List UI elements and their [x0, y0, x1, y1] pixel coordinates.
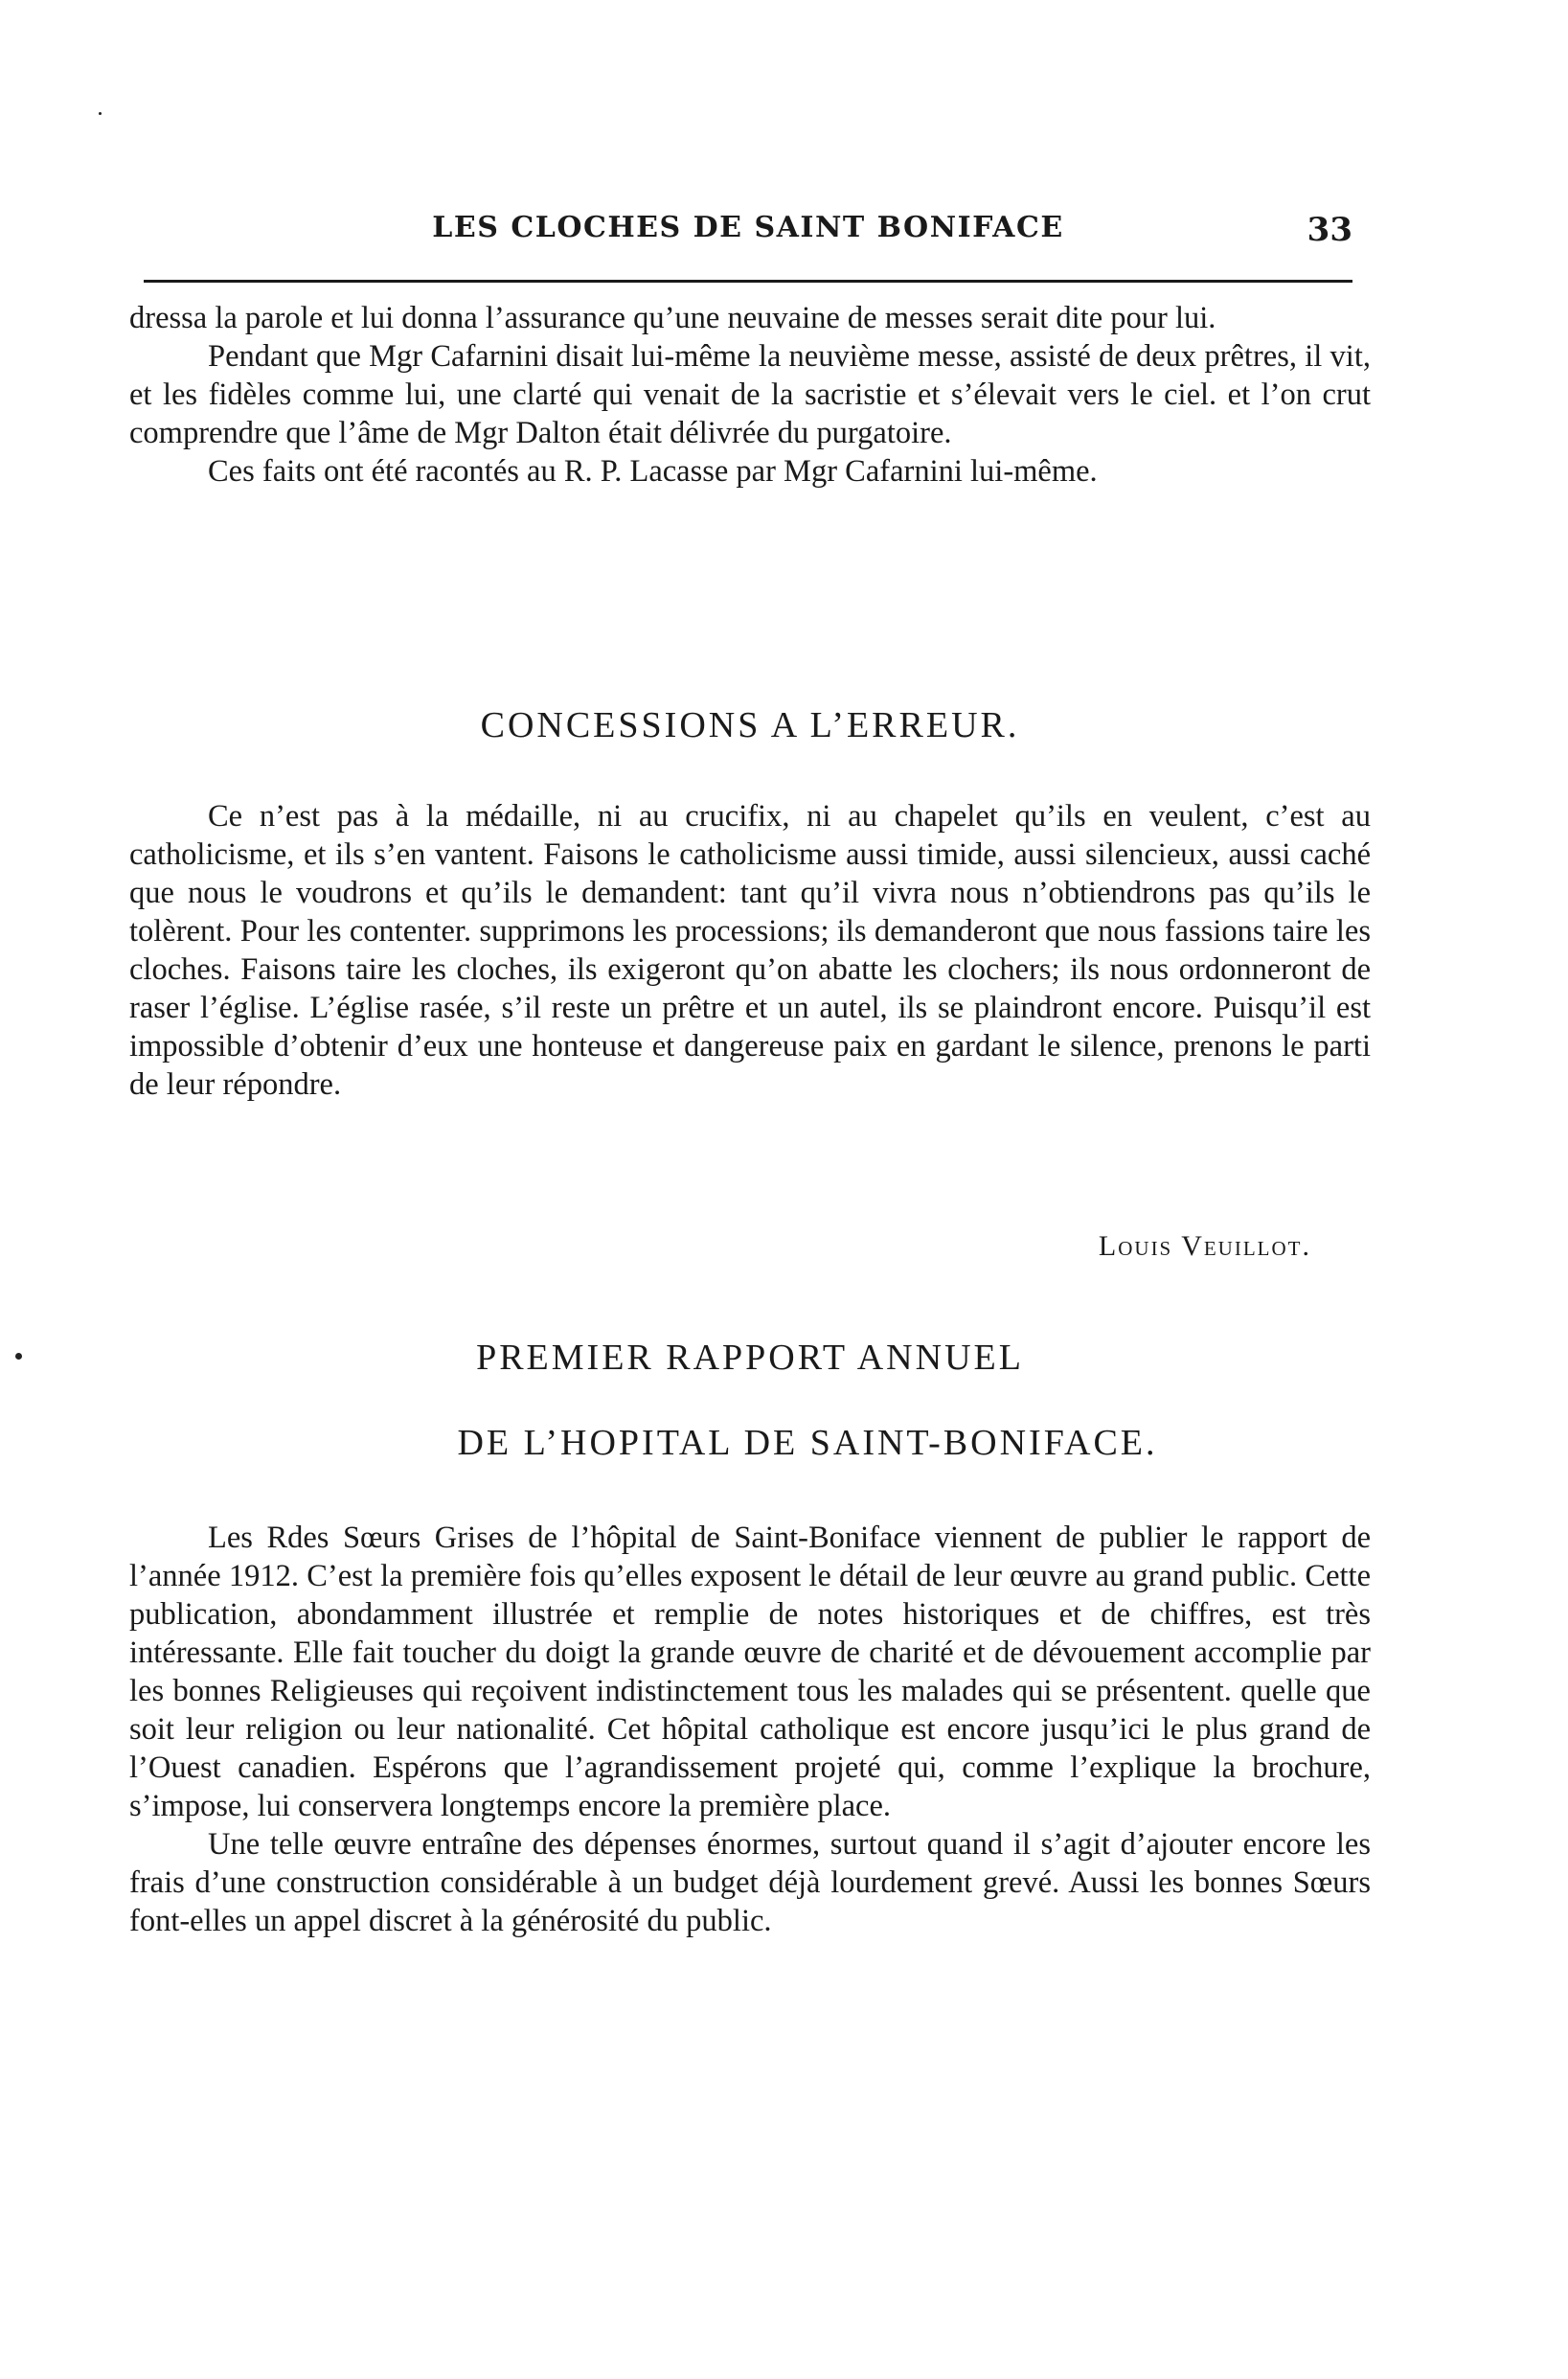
signature: Louis Veuillot.	[1098, 1230, 1311, 1262]
paragraph: Une telle œuvre entraîne des dépenses énormes, surtout quand il s’agit d’ajouter encore les frais d’une construction considérable à un budget déjà lourdement grevé. Aussi les bonnes Sœurs font-elles un appel discret à la générosité du public.	[129, 1827, 1371, 1938]
paragraph: dressa la parole et lui donna l’assurance qu’une neuvaine de messes serait dite pour lui.	[129, 301, 1216, 335]
section-concessions	[129, 797, 1371, 1104]
section-title-rapport-line1: PREMIER RAPPORT ANNUEL	[476, 1338, 1024, 1378]
stray-mark	[15, 1353, 22, 1360]
page-number: 33	[1307, 211, 1352, 249]
section-title-concessions: CONCESSIONS A L’ERREUR.	[480, 705, 1020, 745]
paragraph: Ces faits ont été racontés au R. P. Lacasse par Mgr Cafarnini lui-même.	[208, 454, 1098, 489]
paragraph: Pendant que Mgr Cafarnini disait lui-même la neuvième messe, assisté de deux prêtres, il vit, et les fidèles comme lui, une clarté qui venait de la sacristie et s’élevait vers le ciel. et l’on crut comprendre que l’âme de Mgr Dalton était délivrée du purgatoire.	[129, 339, 1371, 450]
section-rapport	[129, 1519, 1371, 1940]
running-header	[144, 211, 1352, 259]
header-rule	[144, 280, 1352, 283]
paragraph: Les Rdes Sœurs Grises de l’hôpital de Saint-Boniface viennent de publier le rapport de l’année 1912. C’est la première fois qu’elles exposent le détail de leur œuvre au grand public. Cette publication, abondamment illustrée et remplie de notes historiques et de chiffres, est très intéressante. Elle fait toucher du doigt la grande œuvre de charité et de dévouement accomplie par les bonnes Religieuses qui reçoivent indistinctement tous les malades qui se présentent. quelle que soit leur religion ou leur nationalité. Cet hôpital catholique est encore jusqu’ici le plus grand de l’Ouest canadien. Espérons que l’agrandissement projeté qui, comme l’explique la brochure, s’impose, lui conservera longtemps encore la première place.	[129, 1521, 1371, 1823]
stray-mark	[99, 112, 102, 115]
section-continuation	[129, 299, 1371, 491]
header-title: LES CLOCHES DE SAINT BONIFACE	[432, 211, 1064, 244]
paragraph: Ce n’est pas à la médaille, ni au crucifix, ni au chapelet qu’ils en veulent, c’est au catholicisme, et ils s’en vantent. Faisons le catholicisme aussi timide, aussi silencieux, aussi caché que nous le voudrons et qu’ils le demandent: tant qu’il vivra nous n’obtiendrons pas qu’ils le tolèrent. Pour les contenter. supprimons les processions; ils demanderont que nous fassions taire les cloches. Faisons taire les cloches, ils exigeront qu’on abatte les clochers; ils nous ordonneront de raser l’église. L’église rasée, s’il reste un prêtre et un autel, ils se plaindront encore. Puisqu’il est impossible d’obtenir d’eux une honteuse et dangereuse paix en gardant le silence, prenons le parti de leur répondre.	[129, 799, 1371, 1102]
section-title-rapport-line2: DE L’HOPITAL DE SAINT-BONIFACE.	[457, 1423, 1158, 1463]
